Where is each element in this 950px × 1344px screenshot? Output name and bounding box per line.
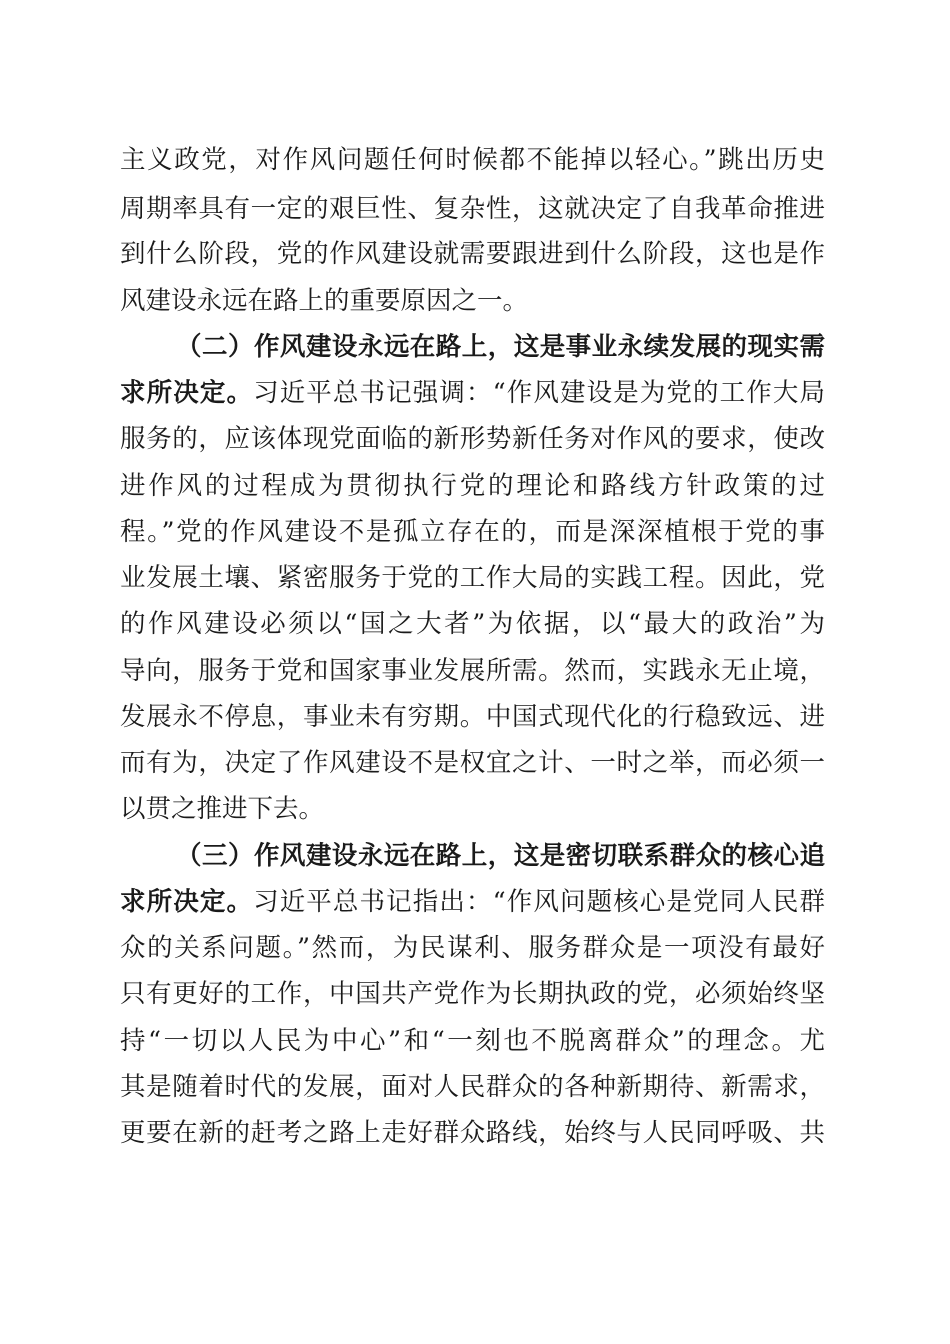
p3-line-2 (120, 879, 825, 925)
p2-line-3: 服务的，应该体现党面临的新形势新任务对作风的要求，使改 (120, 424, 825, 454)
p2-line-8: 导向，服务于党和国家事业发展所需。然而，实践永无止境， (120, 656, 825, 686)
p3-line-5: 持“一切以人民为中心”和“一刻也不脱离群众”的理念。尤 (120, 1026, 825, 1056)
p1-line-4: 风建设永远在路上的重要原因之一。 (120, 286, 529, 316)
p2-line-5: 程。”党的作风建设不是孤立存在的，而是深深植根于党的事 (120, 517, 825, 547)
p2-line-7: 的作风建设必须以“国之大者”为依据，以“最大的政治”为 (120, 609, 825, 639)
p2-heading-end: 求所决定。 (120, 378, 254, 408)
p2-heading: （二）作风建设永远在路上，这是事业永续发展的现实需 (176, 332, 825, 362)
p3-line-7: 更要在新的赶考之路上走好群众路线，始终与人民同呼吸、共 (120, 1118, 825, 1148)
p2-line-4: 进作风的过程成为贯彻执行党的理论和路线方针政策的过 (120, 471, 825, 501)
p3-heading: （三）作风建设永远在路上，这是密切联系群众的核心追 (176, 841, 825, 871)
p3-line-6: 其是随着时代的发展，面对人民群众的各种新期待、新需求， (120, 1072, 825, 1102)
p2-line-10: 而有为，决定了作风建设不是权宜之计、一时之举，而必须一 (120, 748, 825, 778)
p3-line-3: 众的关系问题。”然而，为民谋利、服务群众是一项没有最好 (120, 933, 825, 963)
p3-heading-end: 求所决定。 (120, 887, 254, 917)
p2-line-2-text: 习近平总书记强调：“作风建设是为党的工作大局 (253, 378, 825, 408)
p2-line-6: 业发展土壤、紧密服务于党的工作大局的实践工程。因此，党 (120, 563, 825, 593)
p2-line-2 (120, 370, 825, 416)
p3-line-4: 只有更好的工作，中国共产党作为长期执政的党，必须始终坚 (120, 979, 825, 1009)
p2-line-11: 以贯之推进下去。 (120, 794, 325, 824)
p1-line-2: 周期率具有一定的艰巨性、复杂性，这就决定了自我革命推进 (120, 194, 825, 224)
p1-line-1: 主义政党，对作风问题任何时候都不能掉以轻心。”跳出历史 (120, 145, 825, 175)
p1-line-3: 到什么阶段，党的作风建设就需要跟进到什么阶段，这也是作 (120, 239, 825, 269)
p3-line-2-text: 习近平总书记指出：“作风问题核心是党同人民群 (253, 887, 825, 917)
p2-line-9: 发展永不停息，事业未有穷期。中国式现代化的行稳致远、进 (120, 702, 825, 732)
